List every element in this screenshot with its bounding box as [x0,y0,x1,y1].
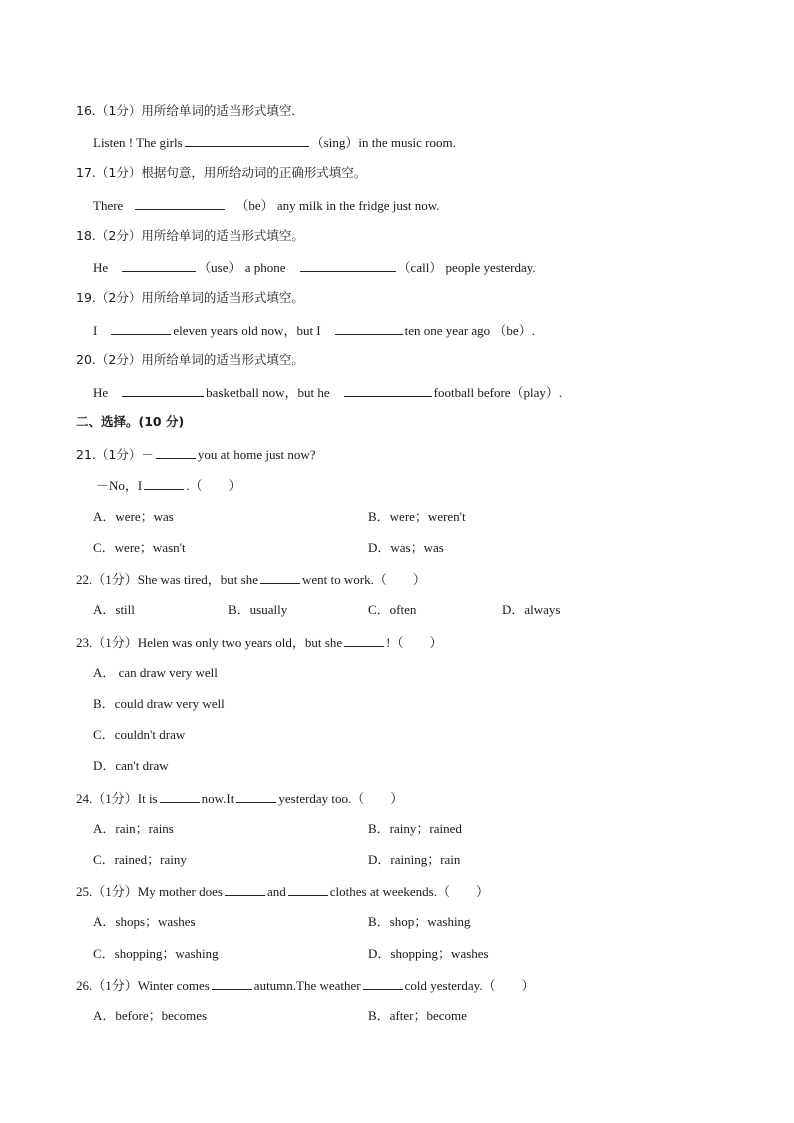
q26-head-b: autumn.The weather [253,978,361,993]
question-20-body [93,384,562,401]
answer-blank[interactable] [122,259,196,272]
q25-head-a: 25.（1分）My mother does [76,884,223,899]
answer-blank[interactable] [300,259,396,272]
question-19-body [93,322,535,339]
option-c[interactable]: C．rained；rainy [93,852,187,867]
q23-head-a: 23.（1分）Helen was only two years old，but she [76,635,343,650]
q19-text-b: eleven years old now，but I [173,323,321,338]
option-a[interactable]: A．were；was [93,509,174,524]
q25-head-b: and [266,884,286,899]
option-d[interactable]: D．was；was [368,540,444,555]
question-23-head [76,634,442,651]
question-26-head [76,977,535,994]
option-c[interactable]: C．were；wasn't [93,540,186,555]
question-16-body [93,134,456,151]
question-18-head: 18.（2分）用所给单词的适当形式填空。 [76,228,304,243]
q20-text-c: football before（play）. [433,385,563,400]
question-17-body [93,197,440,214]
option-b[interactable]: B．usually [228,602,288,617]
option-c[interactable]: C．couldn't draw [93,727,186,742]
q26-head-c: cold yesterday.（ ） [404,978,535,993]
option-c[interactable]: C．shopping；washing [93,946,219,961]
question-24-head [76,790,403,807]
option-a[interactable]: A． can draw very well [93,665,218,680]
answer-blank[interactable] [260,571,300,584]
option-a[interactable]: A．before；becomes [93,1008,208,1023]
q21-head-b: you at home just now? [197,447,316,462]
question-18-body [93,259,536,276]
question-16-head: 16.（1分）用所给单词的适当形式填空． [76,103,304,118]
option-c[interactable]: C．often [368,602,417,617]
answer-blank[interactable] [344,634,384,647]
q24-head-c: yesterday too.（ ） [278,791,404,806]
option-d[interactable]: D．shopping；washes [368,946,489,961]
question-25-head [76,883,489,900]
answer-blank[interactable] [363,977,403,990]
answer-blank[interactable] [160,790,200,803]
option-d[interactable]: D．always [502,602,561,617]
question-17-head: 17.（1分）根据句意，用所给动词的正确形式填空。 [76,165,367,180]
option-d[interactable]: D．raining；rain [368,852,461,867]
option-d[interactable]: D．can't draw [93,758,169,773]
answer-blank[interactable] [288,883,328,896]
answer-blank[interactable] [135,197,225,210]
q19-text-a: I [93,323,98,338]
answer-blank[interactable] [144,477,184,490]
answer-blank[interactable] [344,384,432,397]
answer-blank[interactable] [335,322,403,335]
q17-text-a: There [93,198,124,213]
answer-blank[interactable] [185,134,309,147]
q25-head-c: clothes at weekends.（ ） [329,884,489,899]
option-b[interactable]: B．rainy；rained [368,821,462,836]
answer-blank[interactable] [122,384,204,397]
q21-head-a: 21.（1分）－ [76,447,154,462]
q22-head-a: 22.（1分）She was tired，but she [76,572,258,587]
q19-text-c: ten one year ago （be）. [404,323,535,338]
q16-text-b: （sing）in the music room. [310,135,456,150]
q24-head-b: now.It [201,791,235,806]
q21-line2-b: .（ ） [186,478,242,493]
q18-text-a: He [93,260,109,275]
question-21-line2 [96,477,241,494]
question-22-head [76,571,426,588]
q23-head-b: !（ ） [386,635,443,650]
question-20-head: 20.（2分）用所给单词的适当形式填空。 [76,352,304,367]
option-b[interactable]: B．after；become [368,1008,467,1023]
option-b[interactable]: B．were；weren't [368,509,466,524]
q16-text-a: Listen ! The girls [93,135,183,150]
question-19-head: 19.（2分）用所给单词的适当形式填空。 [76,290,304,305]
section-heading: 二、选择。(10 分) [76,414,185,429]
answer-blank[interactable] [212,977,252,990]
option-a[interactable]: A．shops；washes [93,914,196,929]
q20-text-a: He [93,385,109,400]
q21-line2-a: －No，I [96,478,143,493]
q18-text-c: （call） people yesterday. [397,260,536,275]
option-b[interactable]: B．could draw very well [93,696,225,711]
answer-blank[interactable] [156,446,196,459]
option-a[interactable]: A．rain；rains [93,821,174,836]
option-b[interactable]: B．shop；washing [368,914,471,929]
q17-text-b: （be） any milk in the fridge just now. [235,198,440,213]
option-a[interactable]: A．still [93,602,135,617]
q18-text-b: （use） a phone [198,260,286,275]
q24-head-a: 24.（1分）It is [76,791,158,806]
q26-head-a: 26.（1分）Winter comes [76,978,210,993]
q22-head-b: went to work.（ ） [301,572,426,587]
q20-text-b: basketball now，but he [206,385,330,400]
question-21-head [76,446,316,463]
answer-blank[interactable] [236,790,276,803]
answer-blank[interactable] [225,883,265,896]
answer-blank[interactable] [111,322,171,335]
